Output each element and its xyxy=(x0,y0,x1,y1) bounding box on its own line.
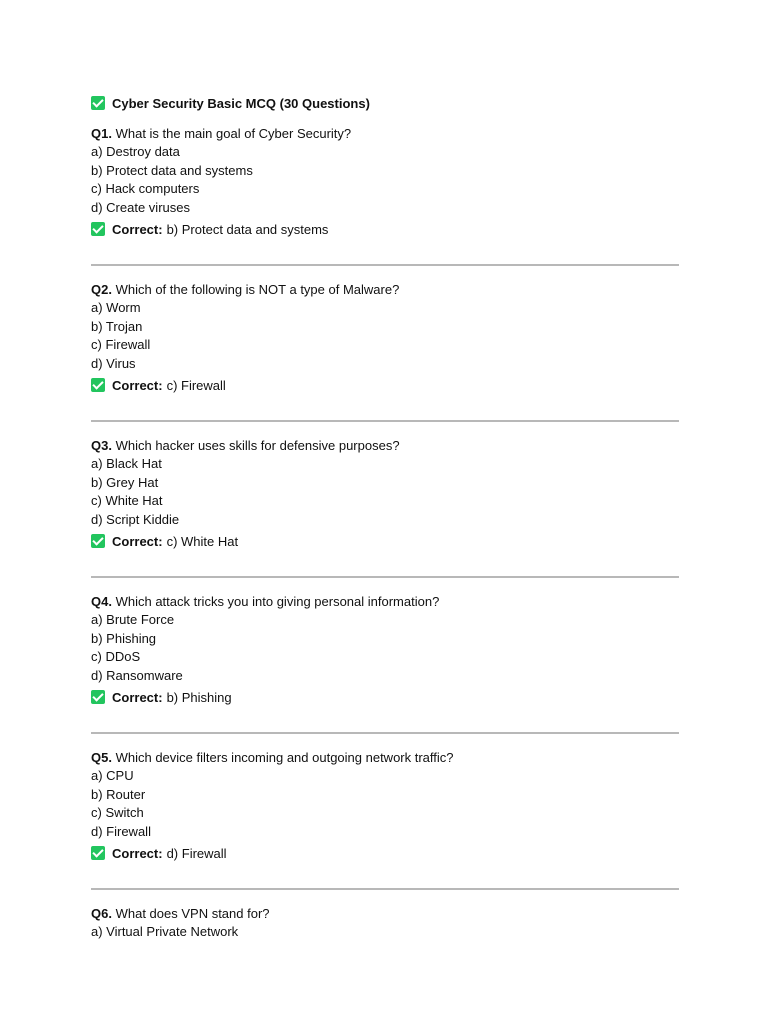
question-4-text: Which attack tricks you into giving personal information? xyxy=(115,594,440,609)
question-3-answer: c) White Hat xyxy=(166,533,239,549)
question-4-option-c: c) DDoS xyxy=(91,649,141,664)
question-2 xyxy=(91,280,679,396)
question-3-prompt xyxy=(91,436,679,455)
question-1-number: Q1. xyxy=(91,126,112,141)
question-2-correct-answer xyxy=(91,374,679,396)
question-2-option-b: b) Trojan xyxy=(91,318,143,334)
question-5-correct-answer xyxy=(91,842,679,864)
divider xyxy=(91,732,679,734)
question-4-prompt xyxy=(91,592,679,611)
divider xyxy=(91,576,679,578)
checkmark-icon xyxy=(91,96,105,110)
question-4-option-d: d) Ransomware xyxy=(91,667,183,683)
question-1-option-a: a) Destroy data xyxy=(91,144,180,159)
question-2-number: Q2. xyxy=(91,282,112,297)
question-5-option-b: b) Router xyxy=(91,786,146,802)
question-6-number: Q6. xyxy=(91,906,112,921)
question-6-prompt xyxy=(91,904,679,923)
correct-label: Correct: xyxy=(112,221,163,237)
question-2-option-d: d) Virus xyxy=(91,355,136,371)
question-3-option-a: a) Black Hat xyxy=(91,456,162,471)
question-3-number: Q3. xyxy=(91,438,112,453)
checkmark-icon xyxy=(91,690,105,704)
question-2-prompt xyxy=(91,280,679,299)
question-6 xyxy=(91,904,679,942)
question-3-option-c: c) White Hat xyxy=(91,493,163,508)
document-title: Cyber Security Basic MCQ (30 Questions) xyxy=(112,95,370,111)
checkmark-icon xyxy=(91,378,105,392)
question-6-text: What does VPN stand for? xyxy=(115,906,270,921)
question-4-correct-answer xyxy=(91,686,679,708)
question-4 xyxy=(91,592,679,708)
question-5-prompt xyxy=(91,748,679,767)
question-5-text: Which device filters incoming and outgoing network traffic? xyxy=(115,750,454,765)
question-4-option-a: a) Brute Force xyxy=(91,612,175,627)
question-4-option-b: b) Phishing xyxy=(91,630,157,646)
correct-label: Correct: xyxy=(112,377,163,393)
question-5-option-d: d) Firewall xyxy=(91,823,151,839)
question-3-correct-answer xyxy=(91,530,679,552)
question-5-option-c: c) Switch xyxy=(91,805,144,820)
question-3-text: Which hacker uses skills for defensive purposes? xyxy=(115,438,400,453)
question-6-option-a: a) Virtual Private Network xyxy=(91,924,239,939)
question-4-number: Q4. xyxy=(91,594,112,609)
checkmark-icon xyxy=(91,222,105,236)
question-3-option-d: d) Script Kiddie xyxy=(91,511,180,527)
question-1-option-c: c) Hack computers xyxy=(91,181,200,196)
correct-label: Correct: xyxy=(112,533,163,549)
checkmark-icon xyxy=(91,534,105,548)
question-5-answer: d) Firewall xyxy=(166,845,227,861)
question-1-option-d: d) Create viruses xyxy=(91,199,190,215)
question-5 xyxy=(91,748,679,864)
divider xyxy=(91,264,679,266)
question-1-answer: b) Protect data and systems xyxy=(166,221,329,237)
correct-label: Correct: xyxy=(112,845,163,861)
question-2-option-c: c) Firewall xyxy=(91,337,151,352)
question-2-text: Which of the following is NOT a type of Malware? xyxy=(115,282,400,297)
question-1 xyxy=(91,124,679,240)
question-1-correct-answer xyxy=(91,218,679,240)
correct-label: Correct: xyxy=(112,689,163,705)
question-3 xyxy=(91,436,679,552)
divider xyxy=(91,420,679,422)
document-body xyxy=(91,94,679,942)
question-1-text: What is the main goal of Cyber Security? xyxy=(115,126,352,141)
question-1-option-b: b) Protect data and systems xyxy=(91,162,253,178)
question-5-number: Q5. xyxy=(91,750,112,765)
question-3-option-b: b) Grey Hat xyxy=(91,474,159,490)
question-4-answer: b) Phishing xyxy=(166,689,232,705)
checkmark-icon xyxy=(91,846,105,860)
divider xyxy=(91,888,679,890)
question-1-prompt xyxy=(91,124,679,143)
question-2-option-a: a) Worm xyxy=(91,300,141,315)
question-2-answer: c) Firewall xyxy=(166,377,226,393)
document-title-row xyxy=(91,94,679,112)
question-5-option-a: a) CPU xyxy=(91,768,134,783)
